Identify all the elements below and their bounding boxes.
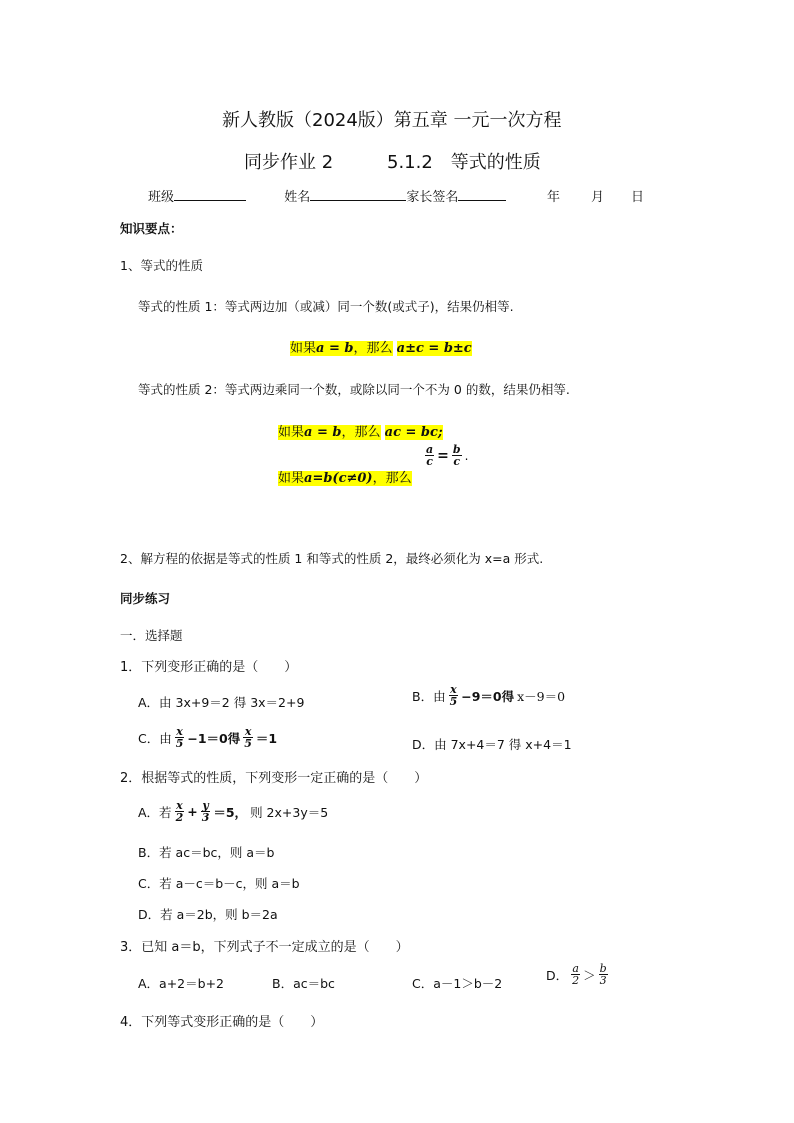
property-1-formula: [290, 337, 472, 356]
question-1-option-a[interactable]: A．由 3x+9＝2 得 3x＝2+9: [138, 695, 305, 710]
class-label: 班级: [148, 190, 175, 205]
class-blank[interactable]: [174, 188, 246, 201]
formula-then: ，那么: [341, 425, 381, 440]
formula-result: ac = bc;: [384, 425, 443, 440]
formula-condition: a=b(c≠0): [304, 471, 373, 486]
question-3-stem: 3．已知 a＝b，下列式子不一定成立的是（ ）: [120, 940, 409, 955]
info-line: [148, 186, 506, 205]
question-2-option-c[interactable]: C．若 a－c＝b－c，则 a＝b: [138, 876, 300, 891]
formula-if: 如果: [290, 341, 317, 356]
formula-if: 如果: [278, 471, 305, 486]
question-2-stem: 2．根据等式的性质，下列变形一定正确的是（ ）: [120, 771, 428, 786]
formula-if: 如果: [278, 425, 305, 440]
knowledge-item-2: 2、解方程的依据是等式的性质 1 和等式的性质 2，最终必须化为 x=a 形式.: [120, 551, 544, 566]
formula-condition: a = b: [304, 425, 342, 440]
property-1-text: 等式的性质 1：等式两边加（或减）同一个数(或式子)，结果仍相等.: [138, 299, 514, 314]
date-day: 日: [631, 190, 645, 205]
date-month: 月: [591, 190, 605, 205]
formula-result: a±c = b±c: [396, 341, 472, 356]
fraction-b-over-c: $\frac{b}{c}$: [452, 443, 461, 468]
date-year: 年: [547, 190, 561, 205]
question-3-option-a[interactable]: A．a+2＝b+2: [138, 976, 224, 991]
formula-then: ，那么: [353, 341, 393, 356]
document-title: 新人教版（2024版）第五章 一元一次方程: [222, 110, 562, 131]
parent-signature-blank[interactable]: [458, 188, 506, 201]
question-1-option-d[interactable]: D．由 7x+4＝7 得 x+4＝1: [412, 737, 572, 752]
equals-sign: =: [437, 447, 449, 464]
period: .: [464, 448, 469, 463]
question-2-option-a[interactable]: A．若 $\frac{x}{2}$ + $\frac{y}{3}$ ＝5， 则 2x+3y＝5: [138, 799, 329, 824]
formula-then: ，那么: [372, 471, 412, 486]
formula-condition: a = b: [316, 341, 354, 356]
name-label: 姓名: [284, 190, 311, 205]
practice-heading: 同步练习: [120, 591, 171, 606]
question-2-option-b[interactable]: B．若 ac＝bc，则 a＝b: [138, 845, 275, 860]
fraction-a-over-c: $\frac{a}{c}$: [426, 443, 434, 468]
knowledge-heading: 知识要点：: [120, 221, 183, 236]
knowledge-item-1: 1、等式的性质: [120, 258, 203, 273]
property-2-formula-2: [278, 438, 412, 486]
question-3-option-b[interactable]: B．ac＝bc: [272, 976, 335, 991]
property-2-text: 等式的性质 2：等式两边乘同一个数，或除以同一个不为 0 的数，结果仍相等.: [138, 382, 570, 397]
question-3-option-c[interactable]: C．a－1＞b－2: [412, 976, 503, 991]
property-2-fraction-formula: [425, 438, 468, 467]
question-4-stem: 4．下列等式变形正确的是（ ）: [120, 1015, 324, 1030]
parent-signature-label: 家长签名: [406, 190, 459, 205]
question-1-stem: 1．下列变形正确的是（ ）: [120, 660, 298, 675]
question-3-option-d[interactable]: D． $\frac{a}{2}$ ＞ $\frac{b}{3}$: [546, 962, 607, 987]
assignment-label: 同步作业 2: [244, 152, 334, 173]
section-choice: 一．选择题: [120, 628, 183, 643]
lesson-title: 5.1.2 等式的性质: [387, 152, 541, 173]
name-blank[interactable]: [310, 188, 406, 201]
question-1-option-c[interactable]: C．由 $\frac{x}{5}$ −1＝0得 $\frac{x}{5}$ ＝1: [138, 725, 278, 750]
question-1-option-b[interactable]: B．由 $\frac{x}{5}$ −9＝0得 x－9＝0: [412, 683, 566, 708]
question-2-option-d[interactable]: D．若 a＝2b，则 b＝2a: [138, 907, 278, 922]
